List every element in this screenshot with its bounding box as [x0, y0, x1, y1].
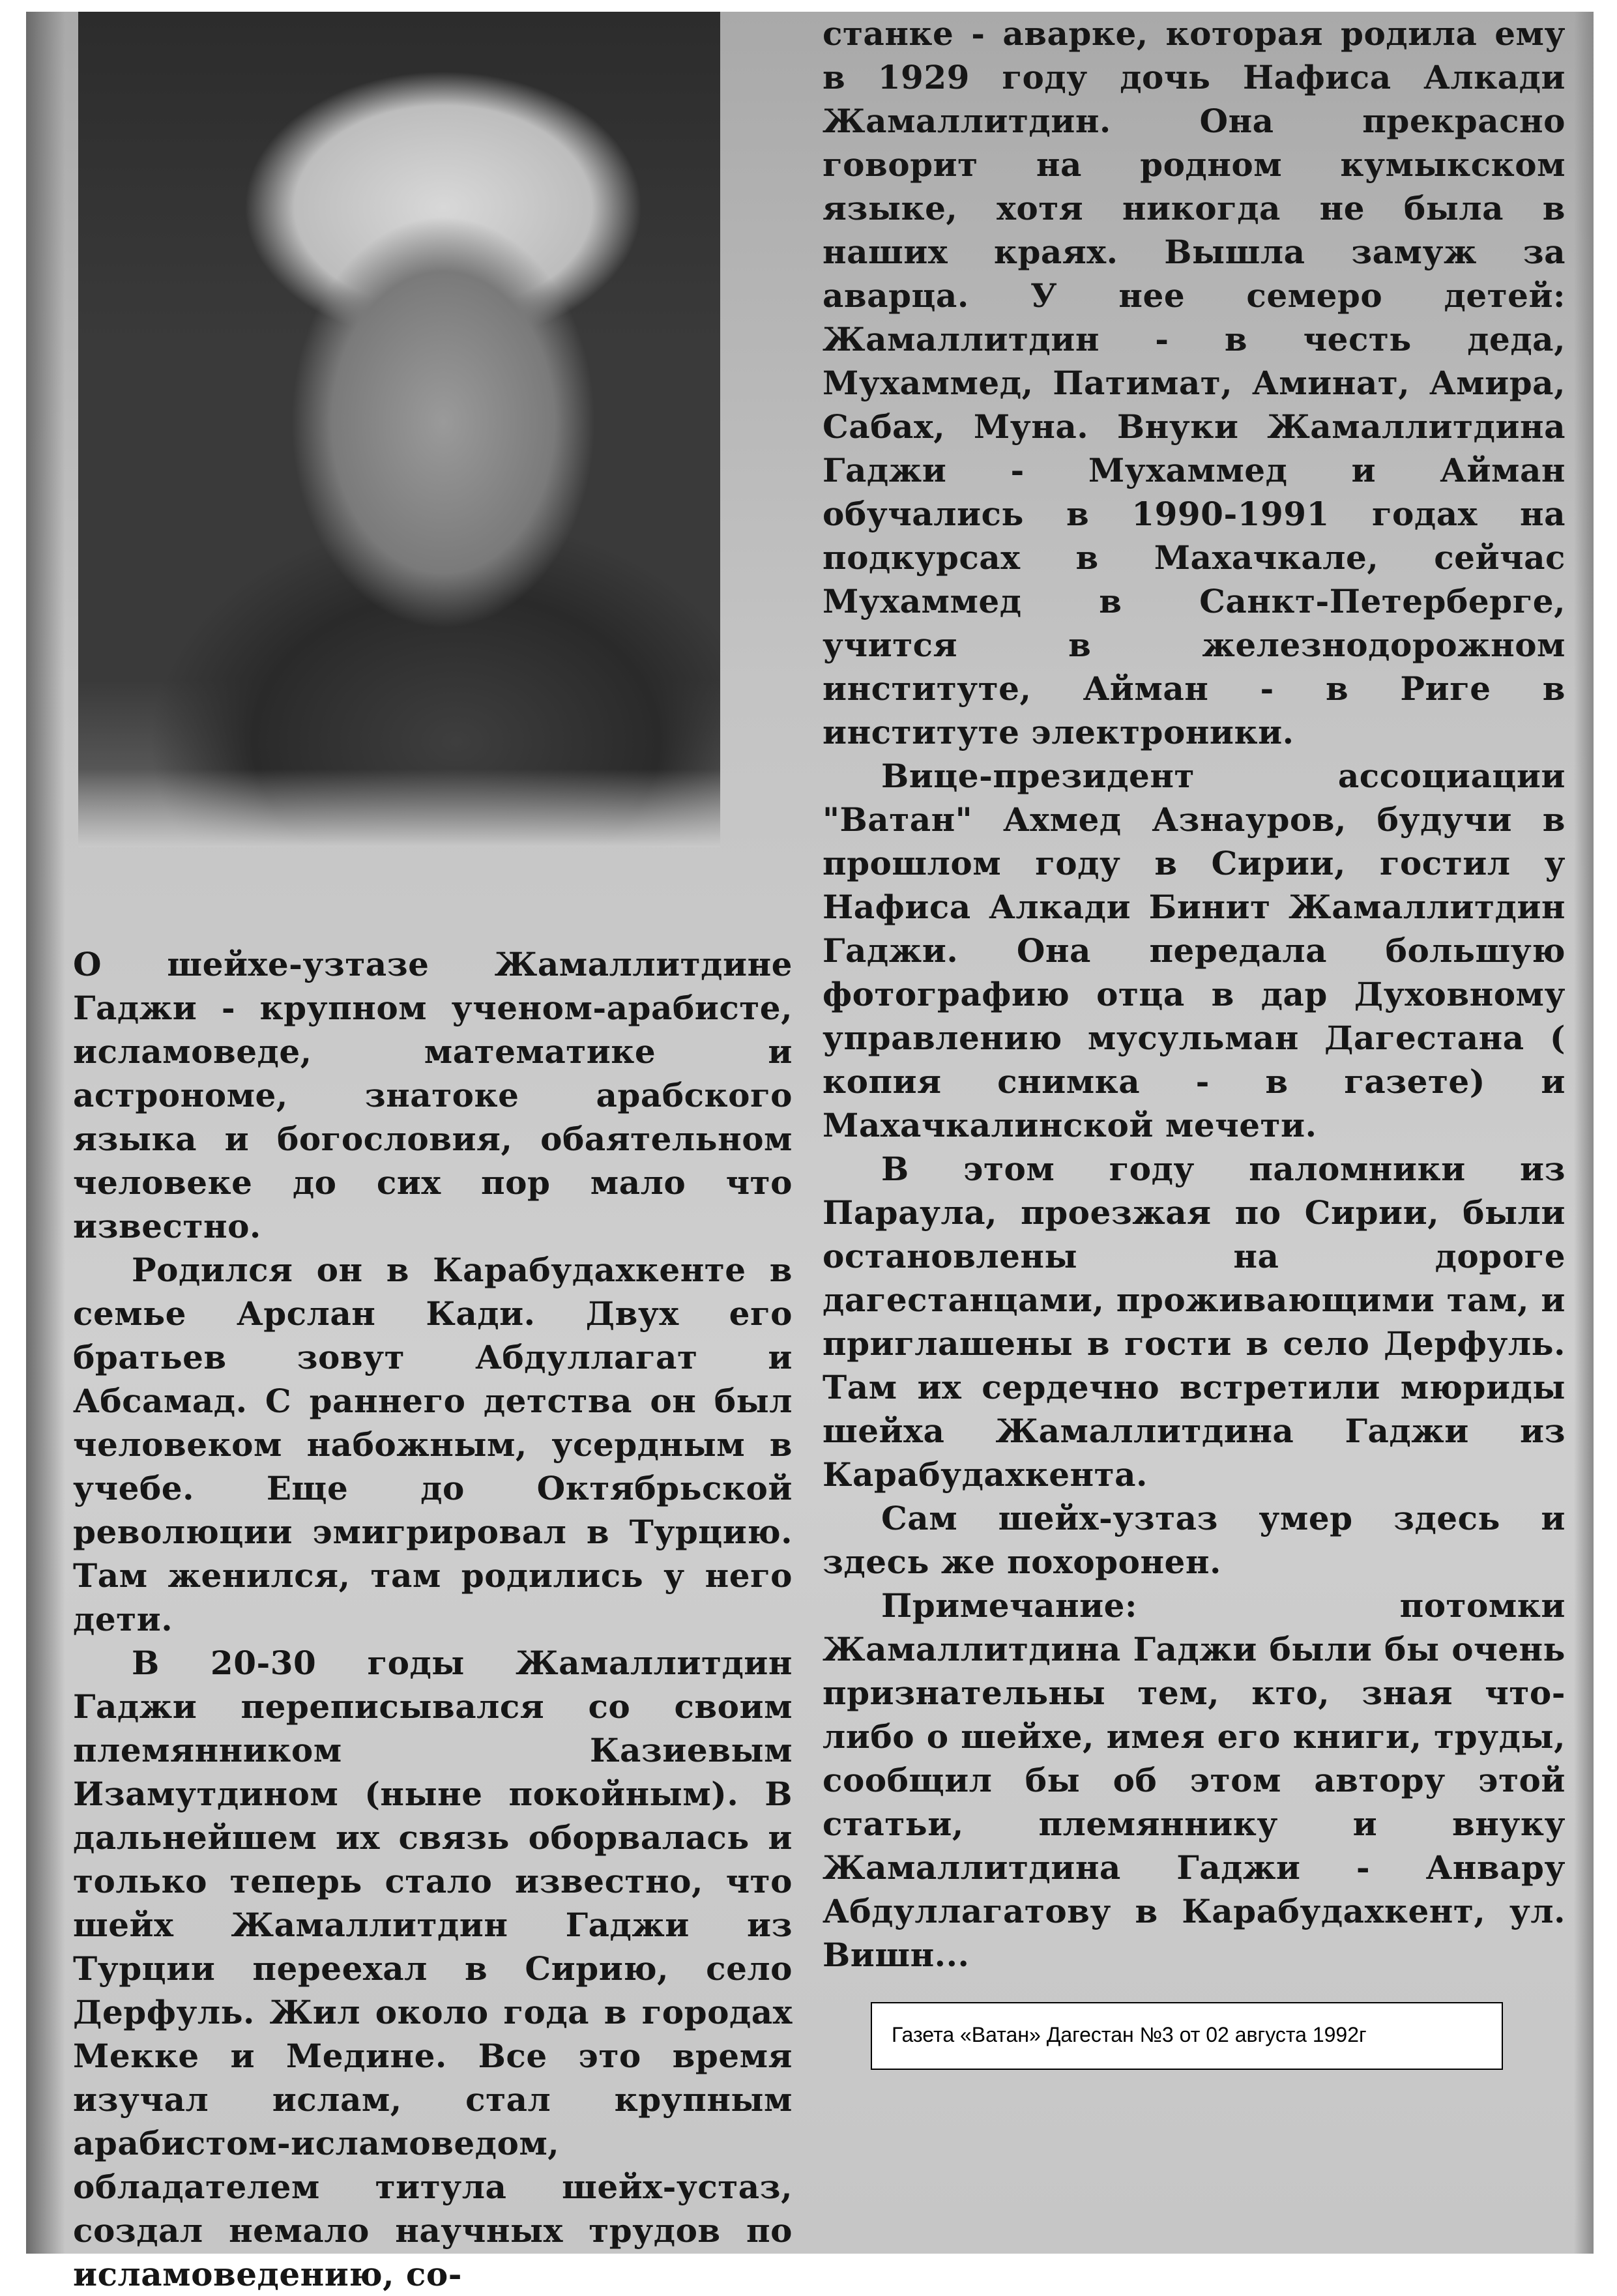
article-paragraph: Вице-президент ассоциации "Ватан" Ахмед Азнауров, будучи в прошлом году в Сирии, гостил у Нафиса Алкади Бинит Жамаллитдин Гаджи. Она передала большую фотографию отца в дар Духовному управлению мусульман Дагестана ( копия снимка - в газете) и Махачкалинской мечети. [823, 757, 1566, 1144]
article-paragraph: станке - аварке, которая родила ему в 1929 году дочь Нафиса Алкади Жамаллитдин. Она прекрасно говорит на родном кумыкском языке, хотя никогда не была в наших краях. Вышла замуж за аварца. У нее семеро детей: Жамаллитдин - в честь деда, Мухаммед, Патимат, Аминат, Амира, Сабах, Муна. Внуки Жамаллитдина Гаджи - Мухаммед и Айман обучались в 1990-1991 годах на подкурсах в Махачкале, сейчас Мухаммед в Санкт-Петерберге, учится в железнодорожном институте, Айман - в Риге в институте электроники. [823, 14, 1566, 751]
source-caption-box [871, 2002, 1503, 2070]
article-paragraph: Родился он в Карабудахкенте в семье Арслан Кади. Двух его братьев зовут Абдуллагат и Абсамад. С раннего детства он был человеком набожным, усердным в учебе. Еще до Октябрьской революции эмигрировал в Турцию. Там женился, там родились у него дети. [73, 1251, 793, 1638]
newspaper-scan [26, 12, 1594, 2293]
article-paragraph: В этом году паломники из Параула, проезжая по Сирии, были остановлены на дороге дагестанцами, проживающими там, и приглашены в гости в село Дерфуль. Там их сердечно встретили мюриды шейха Жамаллитдина Гаджи из Карабудахкента. [823, 1150, 1566, 1494]
source-caption: Газета «Ватан» Дагестан №3 от 02 августа 1992г [892, 2023, 1367, 2046]
portrait-photo [78, 12, 720, 847]
article-paragraph: В 20-30 годы Жамаллитдин Гаджи переписывался со своим племянником Казиевым Изамутдином (ныне покойным). В дальнейшем их связь оборвалась и только теперь стало известно, что шейх Жамаллитдин Гаджи из Турции переехал в Сирию, село Дерфуль. Жил около года в городах Мекке и Медине. Все это время изучал ислам, стал крупным арабистом-исламоведом, обладателем титула шейх-устаз, создал немало научных трудов по исламоведению, со- [73, 1644, 793, 2293]
article-left-column [73, 942, 793, 2296]
article-paragraph: Сам шейх-узтаз умер здесь и здесь же похоронен. [823, 1499, 1566, 1581]
article-paragraph: О шейхе-узтазе Жамаллитдине Гаджи - крупном ученом-арабисте, исламоведе, математике и астрономе, знатоке арабского языка и богословия, обаятельном человеке до сих пор мало что известно. [73, 945, 793, 1245]
scan-edge-shadow [1574, 12, 1594, 2254]
article-paragraph: Примечание: потомки Жамаллитдина Гаджи были бы очень признательны тем, кто, зная что-либо о шейхе, имея его книги, труды, сообщил бы об этом автору этой статьи, племяннику и внуку Жамаллитдина Гаджи - Анвару Абдуллагатову в Карабудахкент, ул. Вишн... [823, 1586, 1566, 1974]
article-right-column [823, 12, 1566, 1977]
